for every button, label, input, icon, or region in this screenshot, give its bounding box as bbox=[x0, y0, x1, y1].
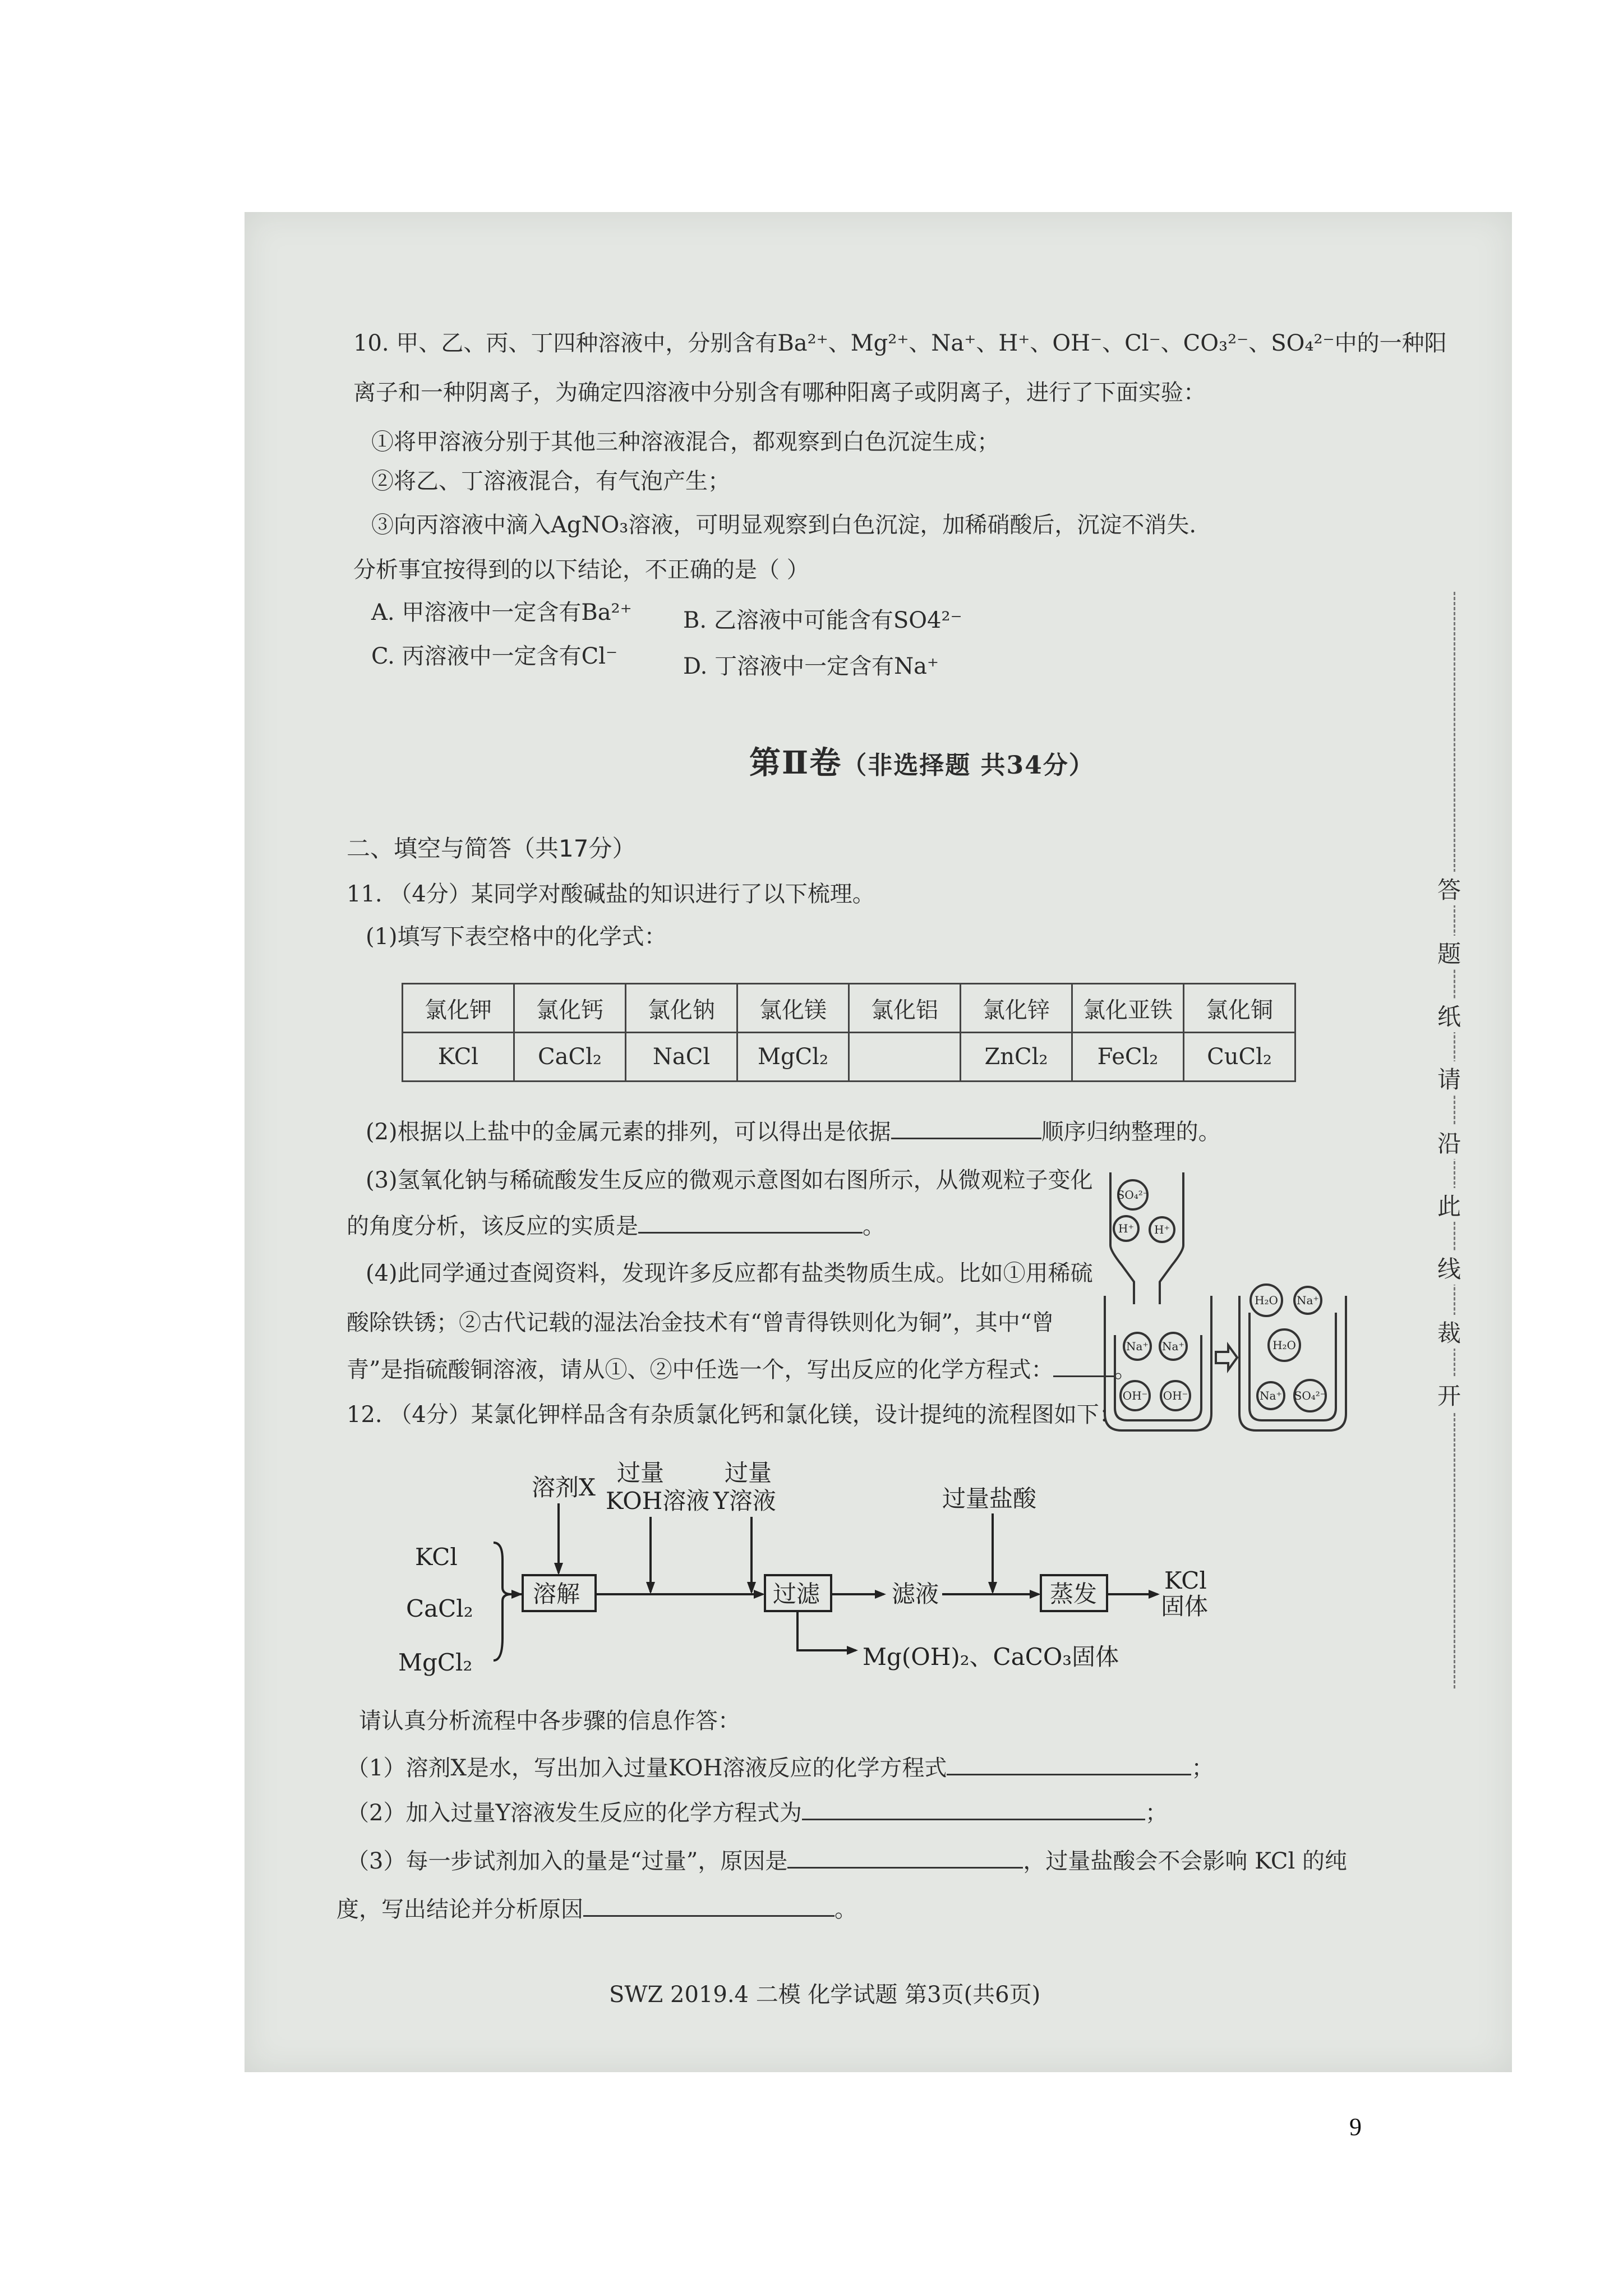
q11-sub1: (1)填写下表空格中的化学式： bbox=[366, 924, 667, 950]
table-cell: FeCl₂ bbox=[1072, 1033, 1184, 1082]
q12-p1-text: （1）溶剂X是水，写出加入过量KOH溶液反应的化学方程式 bbox=[347, 1755, 947, 1781]
part2-title bbox=[749, 738, 1095, 783]
q12-p2-text: （2）加入过量Y溶液发生反应的化学方程式为 bbox=[347, 1800, 802, 1826]
ion-label: Na⁺ bbox=[1162, 1340, 1184, 1353]
ion-label: SO₄²⁻ bbox=[1294, 1389, 1326, 1402]
ion-label: Na⁺ bbox=[1126, 1340, 1149, 1353]
cut-char: 纸 bbox=[1436, 999, 1463, 1032]
q12-p2 bbox=[347, 1802, 1168, 1824]
cut-char: 答 bbox=[1436, 872, 1463, 905]
y-label-2: Y溶液 bbox=[713, 1487, 776, 1515]
product-label-2: 固体 bbox=[1161, 1593, 1209, 1620]
table-cell: 氯化亚铁 bbox=[1072, 984, 1184, 1033]
page-number: 9 bbox=[1349, 2113, 1362, 2141]
q12-p1 bbox=[347, 1757, 1214, 1779]
q12-p3-text-2: ，过量盐酸会不会影响 KCl 的纯 bbox=[1023, 1848, 1347, 1874]
q11-sub4-line3 bbox=[347, 1359, 1136, 1381]
salt-name-row bbox=[403, 984, 1295, 1033]
cut-char: 题 bbox=[1436, 936, 1463, 969]
input-mgcl2: MgCl₂ bbox=[398, 1649, 473, 1676]
q10-question: 分析事宜按得到的以下结论，不正确的是（ ） bbox=[353, 557, 809, 583]
q11-sub4-line2: 酸除铁锈；②古代记载的湿法冶金技术有“曾青得铁则化为铜”，其中“曾 bbox=[347, 1310, 1054, 1336]
ion-label: H⁺ bbox=[1154, 1223, 1170, 1236]
ion-label: Na⁺ bbox=[1260, 1389, 1282, 1402]
answer-cell-alcl3[interactable] bbox=[849, 1033, 961, 1082]
right-beaker bbox=[1239, 1296, 1346, 1430]
ion-label: SO₄²⁻ bbox=[1117, 1188, 1149, 1202]
table-cell: KCl bbox=[403, 1033, 514, 1082]
q12-p1-end: ； bbox=[1191, 1755, 1214, 1781]
q11-stem: 11. （4分）某同学对酸碱盐的知识进行了以下梳理。 bbox=[347, 881, 875, 907]
solid-label: Mg(OH)₂、CaCO₃固体 bbox=[863, 1643, 1119, 1671]
q12-prompt: 请认真分析流程中各步骤的信息作答： bbox=[359, 1708, 740, 1734]
table-cell: 氯化铝 bbox=[849, 984, 961, 1033]
ion-label: Na⁺ bbox=[1297, 1294, 1319, 1307]
ion-label: H⁺ bbox=[1118, 1222, 1134, 1235]
q12-p3-line1 bbox=[347, 1850, 1347, 1872]
answer-blank[interactable] bbox=[638, 1232, 863, 1234]
part2-title-main: 第Ⅱ卷 bbox=[749, 744, 842, 781]
arrowhead bbox=[988, 1582, 997, 1594]
q11-sub2-text: (2)根据以上盐中的金属元素的排列，可以得出是依据 bbox=[366, 1119, 891, 1145]
table-cell: ZnCl₂ bbox=[961, 1033, 1072, 1082]
table-cell: 氯化锌 bbox=[961, 984, 1072, 1033]
salt-formula-row bbox=[403, 1033, 1295, 1082]
q10-exp1: ①将甲溶液分别于其他三种溶液混合，都观察到白色沉淀生成； bbox=[371, 429, 999, 455]
dissolve-label: 溶解 bbox=[533, 1580, 580, 1608]
q11-sub4-text: 青”是指硫酸铜溶液，请从①、②中任选一个，写出反应的化学方程式： bbox=[347, 1357, 1054, 1383]
solid-outlet-line bbox=[797, 1611, 856, 1650]
table-cell: MgCl₂ bbox=[737, 1033, 849, 1082]
q10-exp3: ③向丙溶液中滴入AgNO₃溶液，可明显观察到白色沉淀，加稀硝酸后，沉淀不消失. bbox=[371, 512, 1197, 538]
arrowhead bbox=[875, 1590, 886, 1599]
table-cell: 氯化钠 bbox=[626, 984, 737, 1033]
koh-label-2: KOH溶液 bbox=[606, 1487, 710, 1515]
answer-blank[interactable] bbox=[583, 1915, 834, 1917]
table-cell: CaCl₂ bbox=[514, 1033, 626, 1082]
salt-table bbox=[402, 983, 1296, 1082]
arrowhead bbox=[554, 1563, 563, 1575]
arrowhead bbox=[847, 1646, 858, 1655]
arrowhead bbox=[1149, 1590, 1160, 1599]
q11-sub3-end: 。 bbox=[863, 1213, 885, 1239]
ion-label: OH⁻ bbox=[1122, 1389, 1148, 1402]
filtrate-label: 滤液 bbox=[892, 1580, 939, 1608]
table-cell: 氯化镁 bbox=[737, 984, 849, 1033]
q10-option-a: A. 甲溶液中一定含有Ba²⁺ bbox=[371, 600, 632, 625]
reaction-arrow bbox=[1216, 1345, 1237, 1370]
q10-exp2: ②将乙、丁溶液混合，有气泡产生； bbox=[371, 468, 730, 494]
q10-option-d: D. 丁溶液中一定含有Na⁺ bbox=[683, 654, 939, 679]
q11-sub4-end: 。 bbox=[1114, 1357, 1137, 1383]
answer-blank[interactable] bbox=[891, 1138, 1041, 1139]
exam-footer: SWZ 2019.4 二模 化学试题 第3页(共6页) bbox=[609, 1982, 1041, 2008]
filter-label: 过滤 bbox=[773, 1580, 820, 1608]
solvent-x-label: 溶剂X bbox=[532, 1474, 596, 1501]
input-kcl: KCl bbox=[415, 1543, 458, 1571]
cut-char: 沿 bbox=[1436, 1125, 1463, 1159]
arrowhead bbox=[511, 1590, 523, 1599]
q11-sub3-line1: (3)氢氧化钠与稀硫酸发生反应的微观示意图如右图所示，从微观粒子变化 bbox=[366, 1167, 1093, 1193]
table-cell: 氯化铜 bbox=[1184, 984, 1295, 1033]
q10-line2: 离子和一种阴离子，为确定四溶液中分别含有哪种阳离子或阴离子，进行了下面实验： bbox=[353, 380, 1206, 406]
q11-sub3-text: 的角度分析，该反应的实质是 bbox=[347, 1213, 638, 1239]
q11-sub2-text-end: 顺序归纳整理的。 bbox=[1041, 1119, 1221, 1145]
q11-sub2 bbox=[366, 1121, 1221, 1143]
cut-char: 裁 bbox=[1436, 1315, 1463, 1349]
table-cell: 氯化钙 bbox=[514, 984, 626, 1033]
answer-blank[interactable] bbox=[947, 1774, 1191, 1775]
q12-p3-end: 。 bbox=[834, 1897, 857, 1922]
q10-line1: 10. 甲、乙、丙、丁四种溶液中，分别含有Ba²⁺、Mg²⁺、Na⁺、H⁺、OH⁻、Cl⁻、CO₃²⁻、SO₄²⁻中的一种阳 bbox=[353, 330, 1447, 356]
q12-stem: 12. （4分）某氯化钾样品含有杂质氯化钙和氯化镁，设计提纯的流程图如下： bbox=[347, 1402, 1122, 1428]
q11-sub3-line2 bbox=[347, 1215, 885, 1237]
ion-label: OH⁻ bbox=[1163, 1389, 1188, 1402]
input-cacl2: CaCl₂ bbox=[406, 1595, 473, 1622]
q12-p2-end: ； bbox=[1145, 1800, 1168, 1826]
q10-option-c: C. 丙溶液中一定含有Cl⁻ bbox=[371, 643, 618, 669]
q12-p3-text-3: 度，写出结论并分析原因 bbox=[336, 1897, 583, 1922]
cut-char: 开 bbox=[1436, 1378, 1463, 1411]
q11-sub4-line1: (4)此同学通过查阅资料，发现许多反应都有盐类物质生成。比如①用稀硫 bbox=[366, 1260, 1093, 1286]
koh-label-1: 过量 bbox=[617, 1459, 665, 1487]
q10-option-b: B. 乙溶液中可能含有SO4²⁻ bbox=[683, 608, 962, 633]
section-heading: 二、填空与简答（共17分） bbox=[347, 835, 636, 862]
purification-flowchart bbox=[381, 1447, 1245, 1705]
answer-blank[interactable] bbox=[802, 1819, 1145, 1820]
hcl-label: 过量盐酸 bbox=[942, 1485, 1037, 1512]
ion-label: H₂O bbox=[1272, 1338, 1296, 1352]
arrowhead bbox=[1030, 1590, 1041, 1599]
y-label-1: 过量 bbox=[725, 1459, 772, 1487]
ion-label: H₂O bbox=[1255, 1294, 1278, 1307]
input-brace bbox=[494, 1543, 511, 1660]
table-cell: CuCl₂ bbox=[1184, 1033, 1295, 1082]
table-cell: NaCl bbox=[626, 1033, 737, 1082]
cut-char: 线 bbox=[1436, 1251, 1463, 1285]
cut-char: 此 bbox=[1436, 1188, 1463, 1222]
part2-title-note: （非选择题 共34分） bbox=[842, 751, 1095, 780]
cut-char: 请 bbox=[1436, 1061, 1463, 1095]
q12-p3-line2 bbox=[336, 1898, 857, 1921]
arrowhead bbox=[646, 1582, 655, 1594]
arrowhead bbox=[754, 1590, 765, 1599]
q12-p3-text: （3）每一步试剂加入的量是“过量”，原因是 bbox=[347, 1848, 788, 1874]
evaporate-label: 蒸发 bbox=[1050, 1580, 1098, 1608]
product-label-1: KCl bbox=[1164, 1567, 1207, 1594]
answer-blank[interactable] bbox=[787, 1867, 1023, 1869]
table-cell: 氯化钾 bbox=[403, 984, 514, 1033]
micro-reaction-diagram bbox=[1099, 1167, 1357, 1436]
